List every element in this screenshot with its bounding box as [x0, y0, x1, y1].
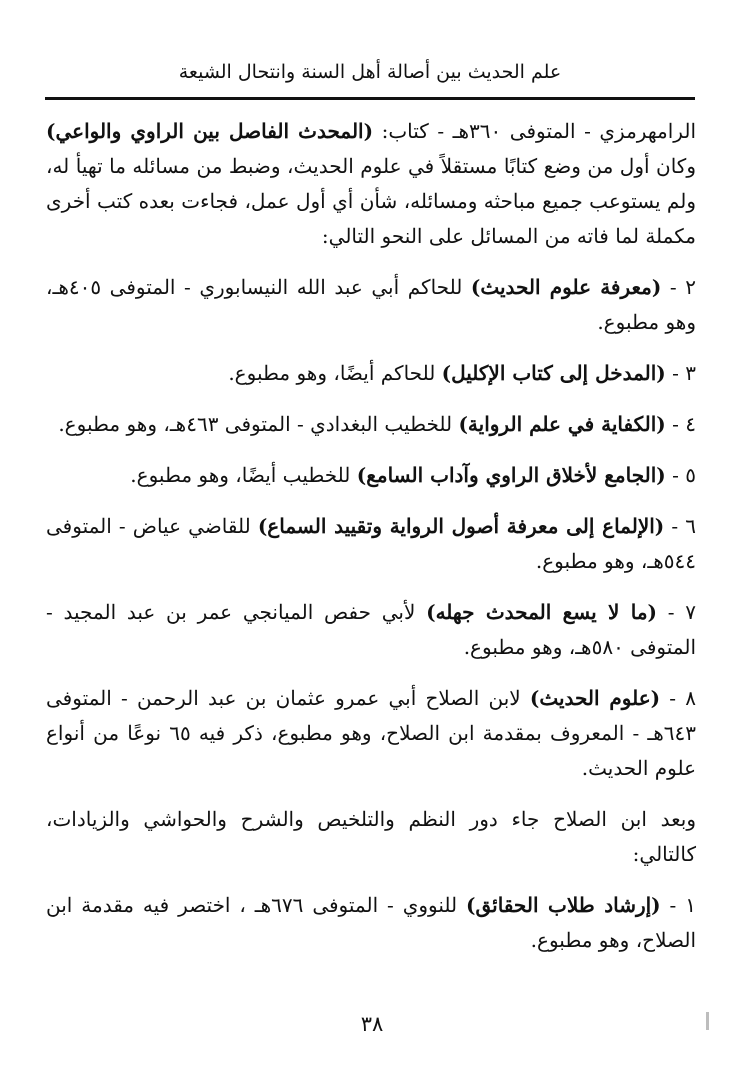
item-text: للخطيب أيضًا، وهو مطبوع. — [130, 463, 357, 487]
book-title: (ما لا يسع المحدث جهله) — [426, 600, 658, 624]
paragraph-text: الرامهرمزي - المتوفى ٣٦٠هـ - كتاب: — [373, 119, 696, 143]
page-number: ٣٨ — [360, 1012, 384, 1036]
item-number: ١ - — [660, 893, 696, 917]
item-number: ٨ - — [660, 686, 696, 710]
item-number: ٣ - — [665, 361, 696, 385]
item-number: ٢ - — [661, 275, 696, 299]
book-title: (الجامع لأخلاق الراوي وآداب السامع) — [356, 463, 666, 487]
list-item-2 — [46, 270, 696, 340]
item-text: للنووي - المتوفى ٦٧٦هـ ، اختصر فيه مقدمة ابن الصلاح، وهو مطبوع. — [46, 893, 696, 952]
paragraph-text: وبعد ابن الصلاح جاء دور النظم والتلخيص والشرح والحواشي والزيادات، كالتالي: — [46, 807, 696, 866]
list-item-4 — [46, 407, 696, 442]
list-item-1 — [46, 888, 696, 958]
book-title: (علوم الحديث) — [529, 686, 661, 710]
list-item-3 — [46, 356, 696, 391]
book-title: (إرشاد طلاب الحقائق) — [466, 893, 661, 917]
scan-edge-mark — [706, 1012, 709, 1030]
book-title: (المدخل إلى كتاب الإكليل) — [441, 361, 666, 385]
book-title: (الكفاية في علم الرواية) — [458, 412, 666, 436]
page-body — [46, 114, 696, 974]
paragraph-after-ibn-salah — [46, 802, 696, 872]
header-rule — [45, 97, 695, 100]
list-item-8 — [46, 681, 696, 786]
item-text: لأبي حفص الميانجي عمر بن عبد المجيد - المتوفى ٥٨٠هـ، وهو مطبوع. — [46, 600, 696, 659]
running-header: علم الحديث بين أصالة أهل السنة وانتحال الشيعة — [178, 61, 562, 83]
book-title: (الإلماع إلى معرفة أصول الرواية وتقييد السماع) — [257, 514, 665, 538]
item-text: لابن الصلاح أبي عمرو عثمان بن عبد الرحمن - المتوفى ٦٤٣هـ - المعروف بمقدمة ابن الصلاح، وهو مطبوع، ذكر فيه ٦٥ نوعًا من أنواع علوم الحديث. — [46, 686, 696, 780]
book-title: (معرفة علوم الحديث) — [470, 275, 662, 299]
list-item-6 — [46, 509, 696, 579]
list-item-7 — [46, 595, 696, 665]
item-text: للخطيب البغدادي - المتوفى ٤٦٣هـ، وهو مطبوع. — [58, 412, 459, 436]
item-text: للحاكم أبي عبد الله النيسابوري - المتوفى ٤٠٥هـ، وهو مطبوع. — [46, 275, 696, 334]
paragraph-intro — [46, 114, 696, 254]
list-item-5 — [46, 458, 696, 493]
item-number: ٥ - — [665, 463, 696, 487]
item-text: للقاضي عياض - المتوفى ٥٤٤هـ، وهو مطبوع. — [46, 514, 696, 573]
item-number: ٧ - — [657, 600, 696, 624]
item-text: للحاكم أيضًا، وهو مطبوع. — [228, 361, 442, 385]
item-number: ٤ - — [665, 412, 696, 436]
book-title: (المحدث الفاصل بين الراوي والواعي) — [46, 119, 374, 143]
paragraph-text: وكان أول من وضع كتابًا مستقلاً في علوم الحديث، وضبط من مسائله ما تهيأ له، ولم يستوعب جميع مباحثه ومسائله، شأن أي أول عمل، فجاءت بعده كتب أخرى مكملة لما فاته من المسائل على النحو التالي: — [46, 154, 696, 248]
item-number: ٦ - — [664, 514, 696, 538]
